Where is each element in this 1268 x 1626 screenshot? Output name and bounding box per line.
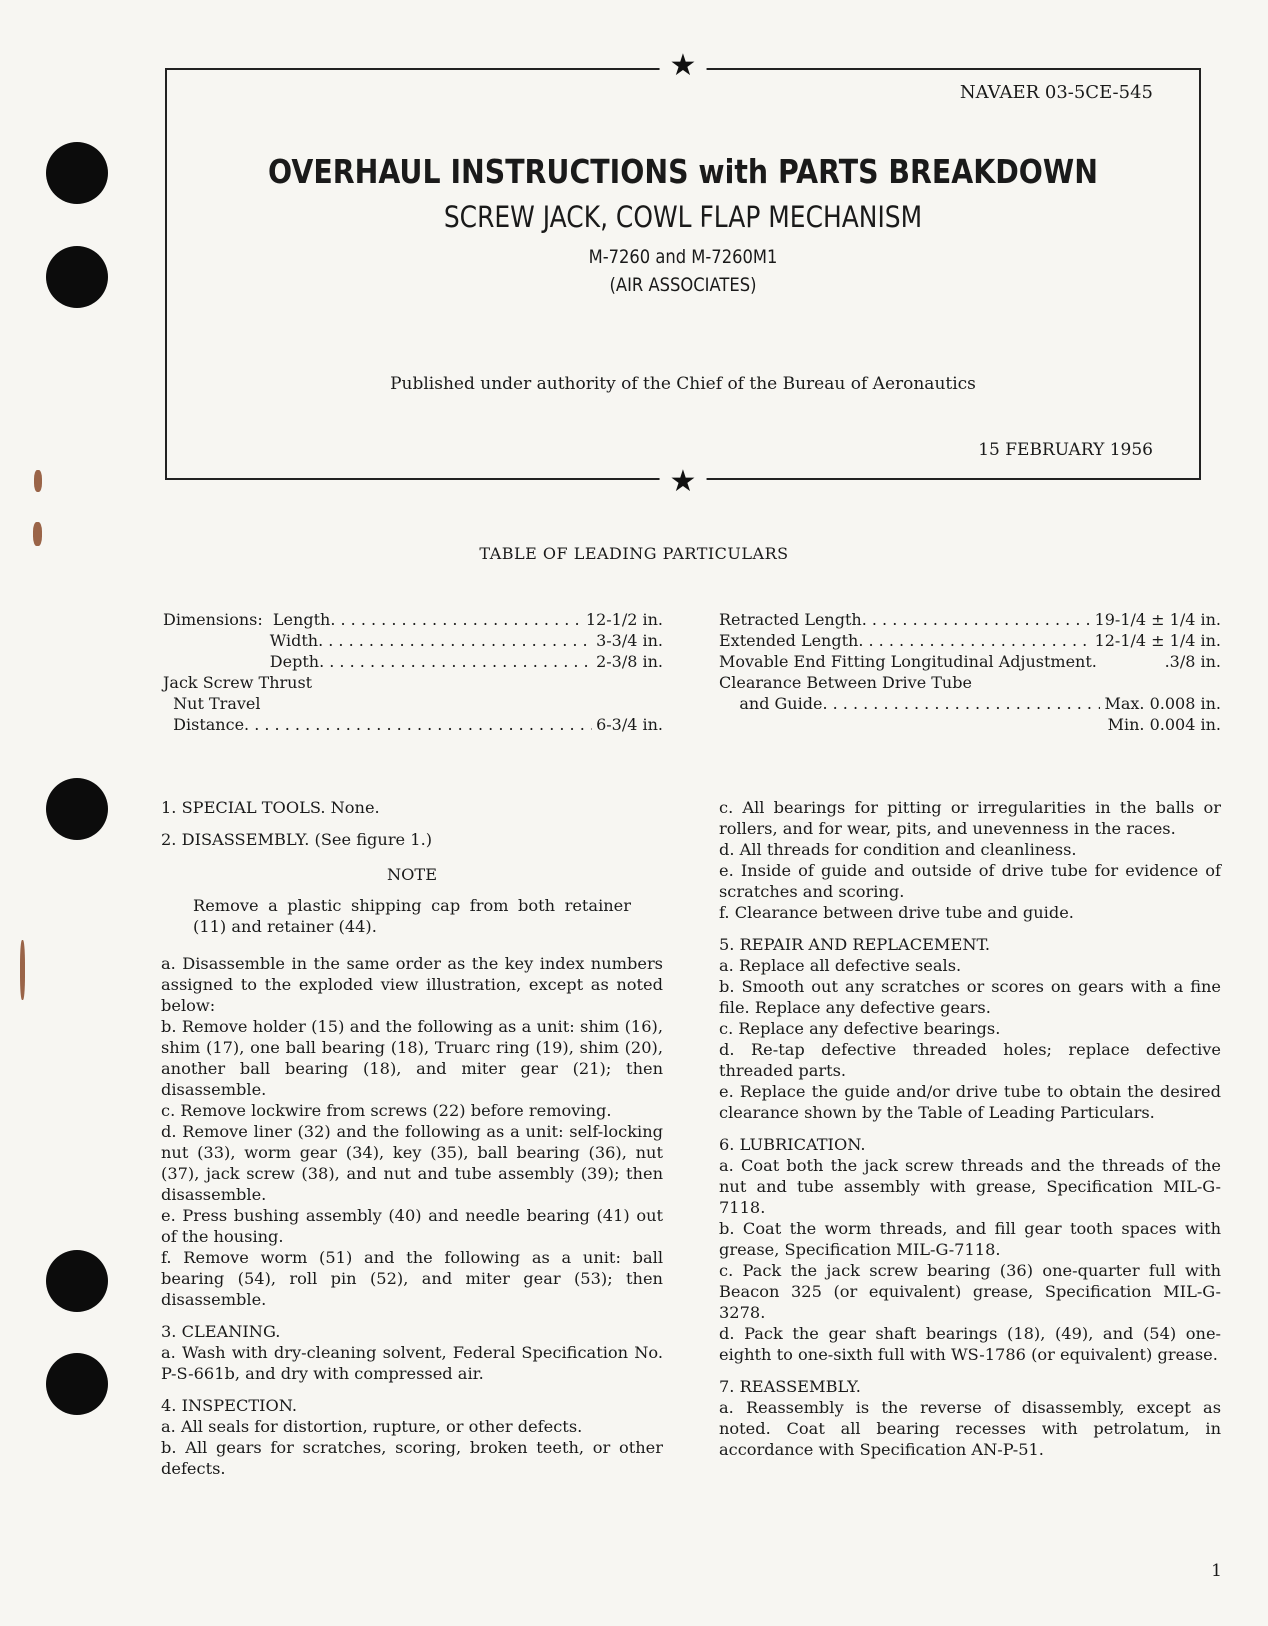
paragraph: f. Remove worm (51) and the following as a unit: ball bearing (54), roll pin (52), and miter gear (53); then disassemble. (161, 1248, 663, 1309)
particulars-right (719, 609, 1221, 735)
rust-stain (20, 940, 25, 1000)
section-heading: 4. INSPECTION. (161, 1396, 298, 1415)
title-box (165, 48, 1201, 499)
publication-date: 15 FEBRUARY 1956 (978, 440, 1153, 460)
particular-row: Dimensions: Length . . . 12-1/2 in. (163, 609, 663, 630)
binder-hole (46, 1250, 108, 1312)
paragraph: b. All gears for scratches, scoring, broken teeth, or other defects. (161, 1438, 663, 1478)
paragraph: a. Coat both the jack screw threads and the threads of the nut and tube assembly with grease, Specification MIL-G-7118. (719, 1156, 1221, 1217)
document-title: OVERHAUL INSTRUCTIONS with PARTS BREAKDOWN (268, 152, 1098, 191)
paragraph: e. Inside of guide and outside of drive tube for evidence of scratches and scoring. (719, 861, 1221, 901)
particular-row: Jack Screw Thrust (163, 673, 313, 692)
publication-number: NAVAER 03-5CE-545 (959, 82, 1153, 103)
paragraph: a. Replace all defective seals. (719, 956, 962, 975)
paragraph: c. All bearings for pitting or irregularities in the balls or rollers, and for wear, pits, and unevenness in the races. (719, 798, 1221, 838)
paragraph: a. All seals for distortion, rupture, or other defects. (161, 1417, 583, 1436)
particulars-left (163, 609, 663, 735)
binder-hole (46, 778, 108, 840)
paragraph: d. Re-tap defective threaded holes; replace defective threaded parts. (719, 1040, 1221, 1080)
binder-hole (46, 1353, 108, 1415)
particular-row: and Guide . . . Max. 0.008 in. (719, 693, 1221, 714)
particular-row: Width . . . 3-3/4 in. (163, 630, 663, 651)
star-icon: ★ (660, 467, 707, 497)
paragraph: c. Remove lockwire from screws (22) before removing. (161, 1101, 612, 1120)
paragraph: d. Pack the gear shaft bearings (18), (49), and (54) one-eighth to one-sixth full with WS-1786 (or equivalent) grease. (719, 1324, 1221, 1364)
paragraph: a. Wash with dry-cleaning solvent, Federal Specification No. P-S-661b, and dry with compressed air. (161, 1343, 663, 1383)
paragraph: d. Remove liner (32) and the following as a unit: self-locking nut (33), worm gear (34), key (35), ball bearing (36), nut (37), jack screw (38), and nut and tube assembly (39); then disassemble. (161, 1122, 663, 1204)
star-icon: ★ (660, 51, 707, 81)
particular-row: Clearance Between Drive Tube (719, 673, 972, 692)
section-heading: 3. CLEANING. (161, 1322, 281, 1341)
paragraph: c. Replace any defective bearings. (719, 1019, 1001, 1038)
particular-row: Extended Length . . . 12-1/4 ± 1/4 in. (719, 630, 1221, 651)
paragraph: a. Reassembly is the reverse of disassembly, except as noted. Coat all bearing recesses with petrolatum, in accordance with Specification AN-P-51. (719, 1398, 1221, 1459)
paragraph: b. Coat the worm threads, and fill gear tooth spaces with grease, Specification MIL-G-7118. (719, 1219, 1221, 1259)
binder-hole (46, 246, 108, 308)
paragraph: c. Pack the jack screw bearing (36) one-quarter full with Beacon 325 (or equivalent) grease, Specification MIL-G-3278. (719, 1261, 1221, 1322)
particulars-title: TABLE OF LEADING PARTICULARS (479, 544, 789, 563)
right-column (719, 797, 1221, 1460)
paragraph: d. All threads for condition and cleanliness. (719, 840, 1077, 859)
paragraph: b. Remove holder (15) and the following as a unit: shim (16), shim (17), one ball bearing (18), Truarc ring (19), shim (20), another ball bearing (18), and miter gear (21); then disassemble. (161, 1017, 663, 1099)
model-numbers: M-7260 and M-7260M1 (588, 246, 778, 268)
note-heading: NOTE (386, 865, 438, 884)
document-subtitle: SCREW JACK, COWL FLAP MECHANISM (443, 200, 923, 234)
left-column (161, 797, 663, 1479)
section-heading: 6. LUBRICATION. (719, 1135, 866, 1154)
particular-row: Depth . . . 2-3/8 in. (163, 651, 663, 672)
section-heading: 2. DISASSEMBLY. (See figure 1.) (161, 830, 433, 849)
section-heading: 7. REASSEMBLY. (719, 1377, 861, 1396)
paragraph: f. Clearance between drive tube and guide. (719, 903, 1074, 922)
particular-row: Movable End Fitting Longitudinal Adjustment. .3/8 in. (719, 652, 1221, 671)
binder-hole (46, 142, 108, 204)
section-heading: 1. SPECIAL TOOLS. None. (161, 798, 380, 817)
section-heading: 5. REPAIR AND REPLACEMENT. (719, 935, 991, 954)
paragraph: e. Press bushing assembly (40) and needle bearing (41) out of the housing. (161, 1206, 663, 1246)
particular-row: Retracted Length . . . 19-1/4 ± 1/4 in. (719, 609, 1221, 630)
manufacturer: (AIR ASSOCIATES) (609, 274, 757, 296)
note-body: Remove a plastic shipping cap from both retainer (11) and retainer (44). (193, 896, 631, 936)
rust-stain (34, 470, 42, 492)
paragraph: a. Disassemble in the same order as the key index numbers assigned to the exploded view illustration, except as noted below: (161, 954, 663, 1015)
paragraph: b. Smooth out any scratches or scores on gears with a fine file. Replace any defective gears. (719, 977, 1221, 1017)
rust-stain (33, 522, 42, 546)
particular-row: Distance . . . 6-3/4 in. (163, 714, 663, 735)
paragraph: e. Replace the guide and/or drive tube to obtain the desired clearance shown by the Table of Leading Particulars. (719, 1082, 1221, 1122)
authority-line: Published under authority of the Chief of the Bureau of Aeronautics (390, 374, 976, 394)
particular-row: Nut Travel (163, 694, 261, 713)
page-number: 1 (1211, 1561, 1222, 1581)
particular-row: Min. 0.004 in. (1107, 715, 1221, 734)
